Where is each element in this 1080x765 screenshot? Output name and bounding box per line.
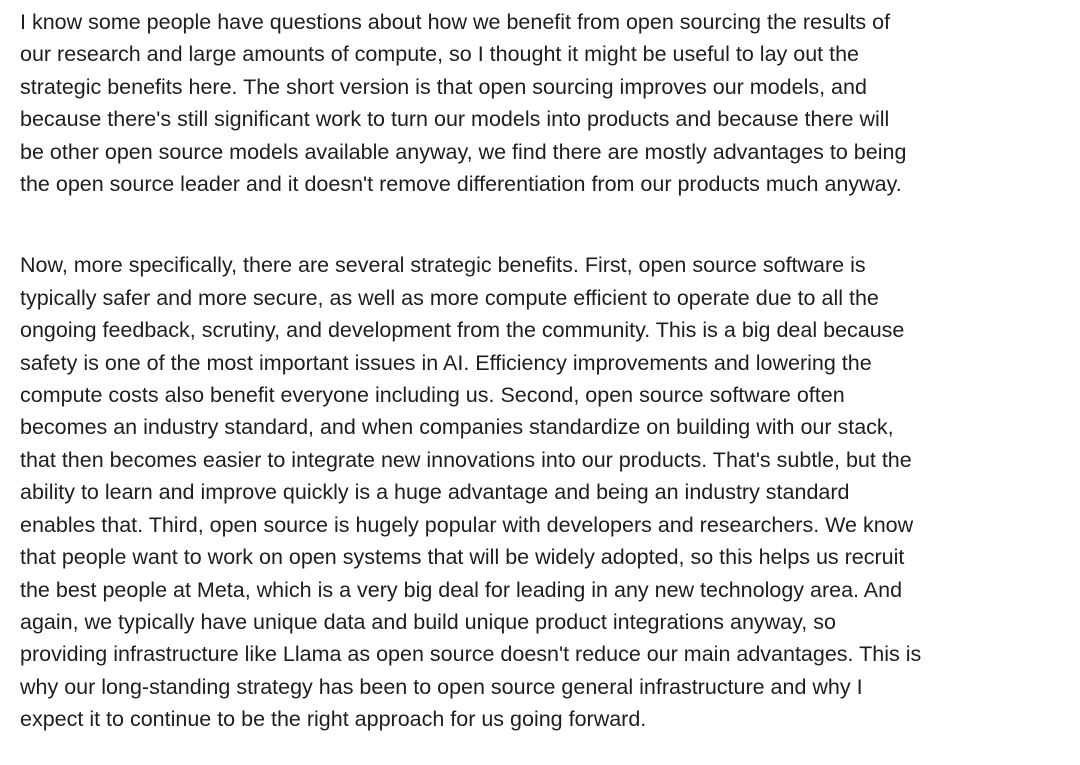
post-paragraph-2: Now, more specifically, there are several strategic benefits. First, open source software is typically safer and more secure, as well as more compute efficient to operate due to all the ongoing feedback, scrutiny, and development from the community. This is a big deal because safety is one of the most important issues in AI. Efficiency improvements and lowering the compute costs also benefit everyone including us. Second, open source software often becomes an industry standard, and when companies standardize on building with our stack, that then becomes easier to integrate new innovations into our products. That's subtle, but the ability to learn and improve quickly is a huge advantage and being an industry standard enables that. Third, open source is hugely popular with developers and researchers. We know that people want to work on open systems that will be widely adopted, so this helps us recruit the best people at Meta, which is a very big deal for leading in any new technology area. And again, we typically have unique data and build unique product integrations anyway, so providing infrastructure like Llama as open source doesn't reduce our main advantages. This is why our long-standing strategy has been to open source general infrastructure and why I expect it to continue to be the right approach for us going forward. (20, 253, 922, 732)
post-paragraph-1: I know some people have questions about how we benefit from open sourcing the results of our research and large amounts of compute, so I thought it might be useful to lay out the strategic benefits here. The short version is that open sourcing improves our models, and because there's still significant work to turn our models into products and because there will be other open source models available anyway, we find there are mostly advantages to being the open source leader and it doesn't remove differentiation from our products much anyway. (20, 10, 907, 197)
